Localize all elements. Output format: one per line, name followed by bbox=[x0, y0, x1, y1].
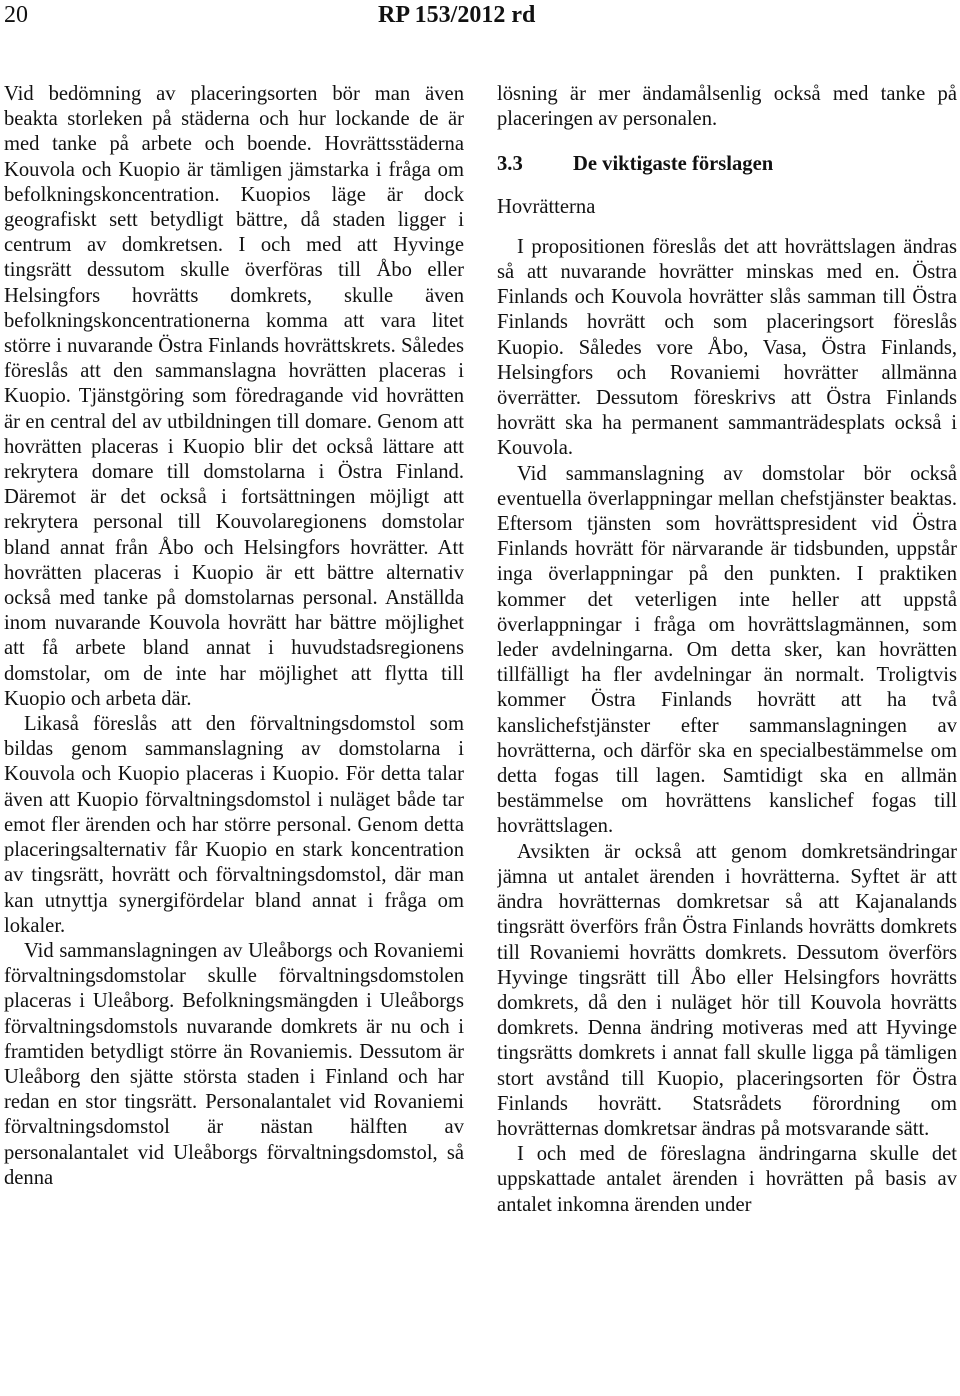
paragraph: I propositionen föreslås det att hovrättslagen ändras så att nuvarande hovrätter minskas med en. Östra Finlands och Kouvola hovrätter slås samman till Östra Finlands hovrätt och som placeringsort föreslås Kuopio. Således vore Åbo, Vasa, Östra Finlands, Helsingfors och Rovaniemi hovrätter allmänna överrätter. Dessutom föreskrivs att Östra Finlands hovrätt ska ha permanent sammanträdesplats också i Kouvola. bbox=[497, 235, 957, 460]
subheading: Hovrätterna bbox=[497, 195, 596, 218]
page-number: 20 bbox=[4, 2, 28, 28]
paragraph: Likaså föreslås att den förvaltningsdomstol som bildas genom sammanslagning av domstolarna i Kouvola och Kuopio placeras i Kuopio. För detta talar även att Kuopio förvaltningsdomstol i nuläget både tar emot fler ärenden och har större personal. Genom detta placeringsalternativ får Kuopio en stark koncentration av tingsrätt, hovrätt och förvaltningsdomstol, där man kan utnyttja synergifördelar bland annat i fråga om lokaler. bbox=[4, 713, 464, 937]
paragraph: I och med de föreslagna ändringarna skulle det uppskattade antalet ärenden i hovrätten på basis av antalet inkomna ärenden under bbox=[497, 1143, 957, 1216]
paragraph: Vid sammanslagningen av Uleåborgs och Rovaniemi förvaltningsdomstolar skulle förvaltningsdomstolen placeras i Uleåborg. Befolkningsmängden i Uleåborgs förvaltningsdomstols nuvarande domkrets är nu och i framtiden betydligt större än Rovaniemis. Dessutom är Uleåborg den sjätte största staden i Finland och har redan en stor tingsrätt. Personalantalet vid Rovaniemi förvaltningsdomstol är nästan hälften av personalantalet vid Uleåborgs förvaltningsdomstol, så denna bbox=[4, 939, 464, 1189]
paragraph: lösning är mer ändamålsenlig också med tanke på placeringen av personalen. bbox=[497, 83, 957, 131]
page-header bbox=[0, 0, 960, 36]
section-number: 3.3 bbox=[497, 153, 523, 176]
section-heading bbox=[497, 152, 957, 177]
right-column bbox=[497, 82, 957, 1382]
left-column bbox=[4, 82, 464, 1382]
paragraph: Vid sammanslagning av domstolar bör också eventuella överlappningar mellan chefstjänster beaktas. Eftersom tjänsten som hovrättspresident vid Östra Finlands hovrätt för närvarande är tidsbunden, uppstår inga överlappningar på den punkten. I praktiken kommer det veterligen inte heller att uppstå överlappningar i fråga om hovrättslagmännen, som leder avdelningarna. Om detta sker, kan hovrätten tillfälligt ha fler avdelningar än normalt. Troligtvis kommer Östra Finlands hovrätt att ha två kanslichefstjänster efter sammanslagningen av hovrätterna, och därför ska en specialbestämmelse om detta fogas till lagen. Samtidigt ska en allmän bestämmelse om hovrättens kanslichef fogas till hovrättslagen. bbox=[497, 462, 957, 838]
paragraph: Vid bedömning av placeringsorten bör man även beakta storleken på städerna och hur lockande de är med tanke på arbete och boende. Hovrättsstäderna Kouvola och Kuopio är tämligen jämstarka i fråga om befolkningskoncentration. Kuopios läge är dock geografiskt sett betydligt bättre, då staden ligger i centrum av domkretsen. I och med att Hyvinge tingsrätt dessutom skulle överföras till Åbo eller Helsingfors hovrätts domkrets, skulle även befolkningskoncentrationerna komma att vara litet större i nuvarande Östra Finlands hovrättskrets. Således föreslås att den sammanslagna hovrätten placeras i Kuopio. Tjänstgöring som föredragande vid hovrätten är en central del av utbildningen till domare. Genom att hovrätten placeras i Kuopio blir det också lättare att rekrytera domare till domstolarna i Östra Finland. Däremot är det också i fortsättningen möjligt att rekrytera personal till Kouvolaregionens domstolar bland annat från Åbo och Helsingfors hovrätter. Att hovrätten placeras i Kuopio är ett bättre alternativ också med tanke på domstolarnas personal. Anställda inom nuvarande Kouvola hovrätt har bättre möjlighet att få arbete bland annat i huvudstadsregionens domstolar, om de inte har möjlighet att flytta till Kuopio och arbeta där. bbox=[4, 83, 464, 710]
section-title: De viktigaste förslagen bbox=[573, 153, 774, 176]
paragraph: Avsikten är också att genom domkretsändringar jämna ut antalet ärenden i hovrätterna. Syftet är att ändra hovrätternas domkretsar så att Kajanalands tingsrätt överförs från Östra Finlands hovrätts domkrets till Rovaniemi hovrätts domkrets. Dessutom överförs Hyvinge tingsrätt till Åbo eller Helsingfors hovrätts domkrets, då den i nuläget hör till Kouvola hovrätts domkrets. Denna ändring motiveras med att Hyvinge tingsrätts domkrets i annat fall skulle ligga på tämligen stort avstånd till Kuopio, placeringsorten för Östra Finlands hovrätt. Statsrådets förordning om hovrätternas domkretsar ändras på motsvarande sätt. bbox=[497, 840, 957, 1140]
document-id: RP 153/2012 rd bbox=[378, 2, 536, 28]
